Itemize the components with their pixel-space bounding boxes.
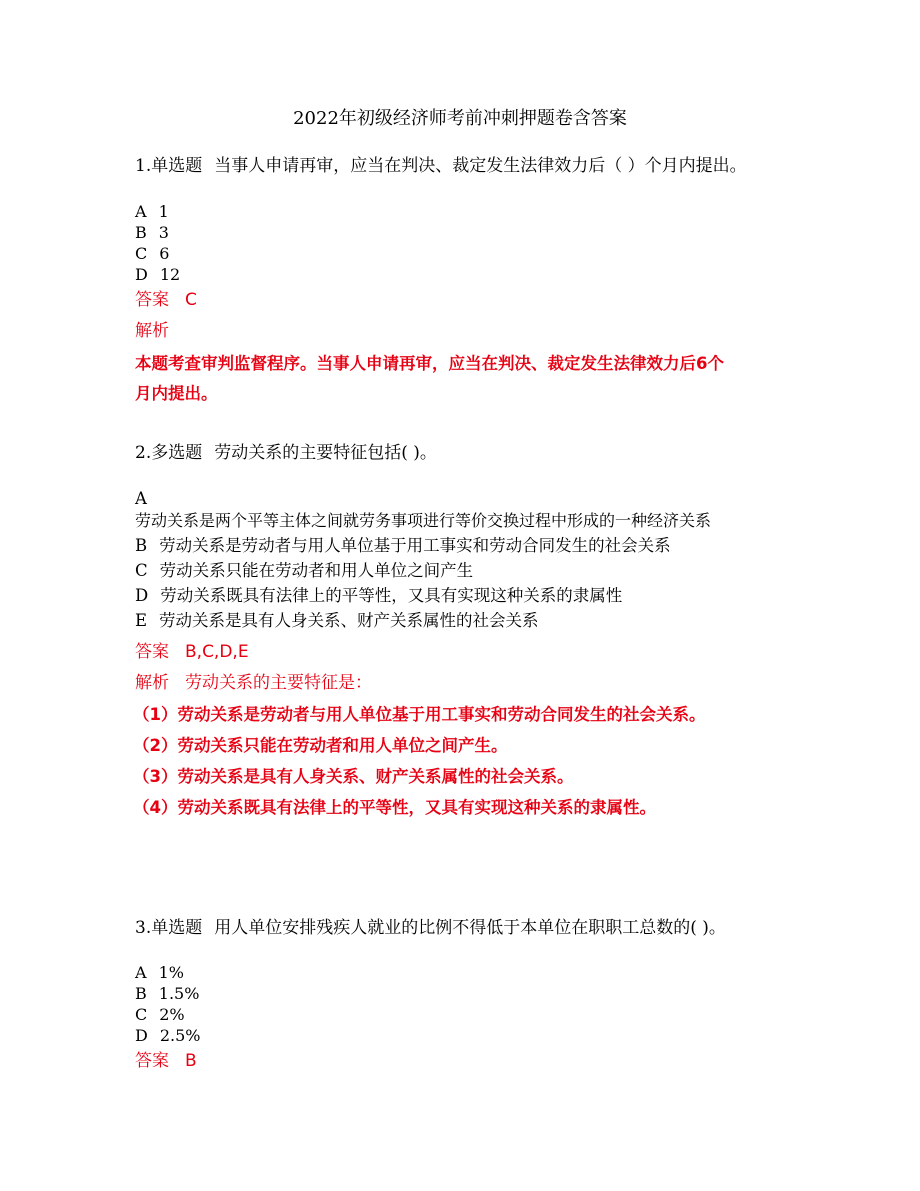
analysis-point-3: （3）劳动关系是具有人身关系、财产关系属性的社会关系。: [133, 767, 574, 786]
question-number: 1.: [135, 156, 152, 176]
question-type: 单选题: [151, 156, 203, 176]
analysis-2: [135, 671, 372, 695]
question-text: 劳动关系的主要特征包括( )。: [214, 443, 437, 463]
option-b: B 劳动关系是劳动者与用人单位基于用工事实和劳动合同发生的社会关系: [135, 536, 671, 555]
option-c: C 6: [135, 244, 170, 263]
answer-3: [135, 1049, 197, 1073]
option-c: C 2%: [135, 1005, 185, 1024]
answer-2: [135, 640, 249, 664]
option-d: D 12: [135, 265, 181, 284]
option-b: B 3: [135, 223, 169, 242]
analysis-label-1: 解析: [135, 321, 169, 341]
question-text: 当事人申请再审，应当在判决、裁定发生法律效力后（ ）个月内提出。: [214, 156, 747, 176]
answer-label: 答案: [135, 290, 169, 310]
document-title: 2022年初级经济师考前冲刺押题卷含答案: [293, 108, 627, 129]
question-number: 3.: [135, 918, 152, 938]
question-text: 用人单位安排残疾人就业的比例不得低于本单位在职职工总数的( )。: [214, 918, 726, 938]
answer-value: B: [185, 1051, 197, 1071]
answer-value: C: [185, 290, 197, 310]
option-a: A 1: [135, 202, 169, 221]
option-a: A 1%: [135, 963, 184, 982]
question-number: 2.: [135, 443, 152, 463]
question-3-stem: [135, 915, 726, 941]
question-type: 单选题: [151, 918, 203, 938]
option-a-letter: A: [135, 489, 147, 508]
analysis-text-1b: 月内提出。: [135, 384, 218, 403]
option-b: B 1.5%: [135, 984, 200, 1003]
option-a-text: 劳动关系是两个平等主体之间就劳务事项进行等价交换过程中形成的一种经济关系: [135, 511, 712, 530]
option-e: E 劳动关系是具有人身关系、财产关系属性的社会关系: [135, 611, 539, 630]
answer-label: 答案: [135, 642, 169, 662]
option-d: D 劳动关系既具有法律上的平等性，又具有实现这种关系的隶属性: [135, 586, 623, 605]
analysis-point-4: （4）劳动关系既具有法律上的平等性，又具有实现这种关系的隶属性。: [133, 798, 656, 817]
question-type: 多选题: [151, 443, 203, 463]
analysis-label: 解析: [135, 673, 169, 693]
answer-value: B,C,D,E: [185, 642, 249, 662]
analysis-point-1: （1）劳动关系是劳动者与用人单位基于用工事实和劳动合同发生的社会关系。: [133, 705, 706, 724]
option-d: D 2.5%: [135, 1026, 201, 1045]
analysis-intro: 劳动关系的主要特征是：: [185, 673, 372, 693]
question-1-stem: [135, 153, 747, 179]
answer-1: [135, 288, 197, 312]
option-c: C 劳动关系只能在劳动者和用人单位之间产生: [135, 561, 474, 580]
analysis-text-1a: 本题考查审判监督程序。当事人申请再审，应当在判决、裁定发生法律效力后6个: [135, 354, 724, 373]
answer-label: 答案: [135, 1051, 169, 1071]
analysis-point-2: （2）劳动关系只能在劳动者和用人单位之间产生。: [133, 736, 508, 755]
question-2-stem: [135, 440, 437, 466]
